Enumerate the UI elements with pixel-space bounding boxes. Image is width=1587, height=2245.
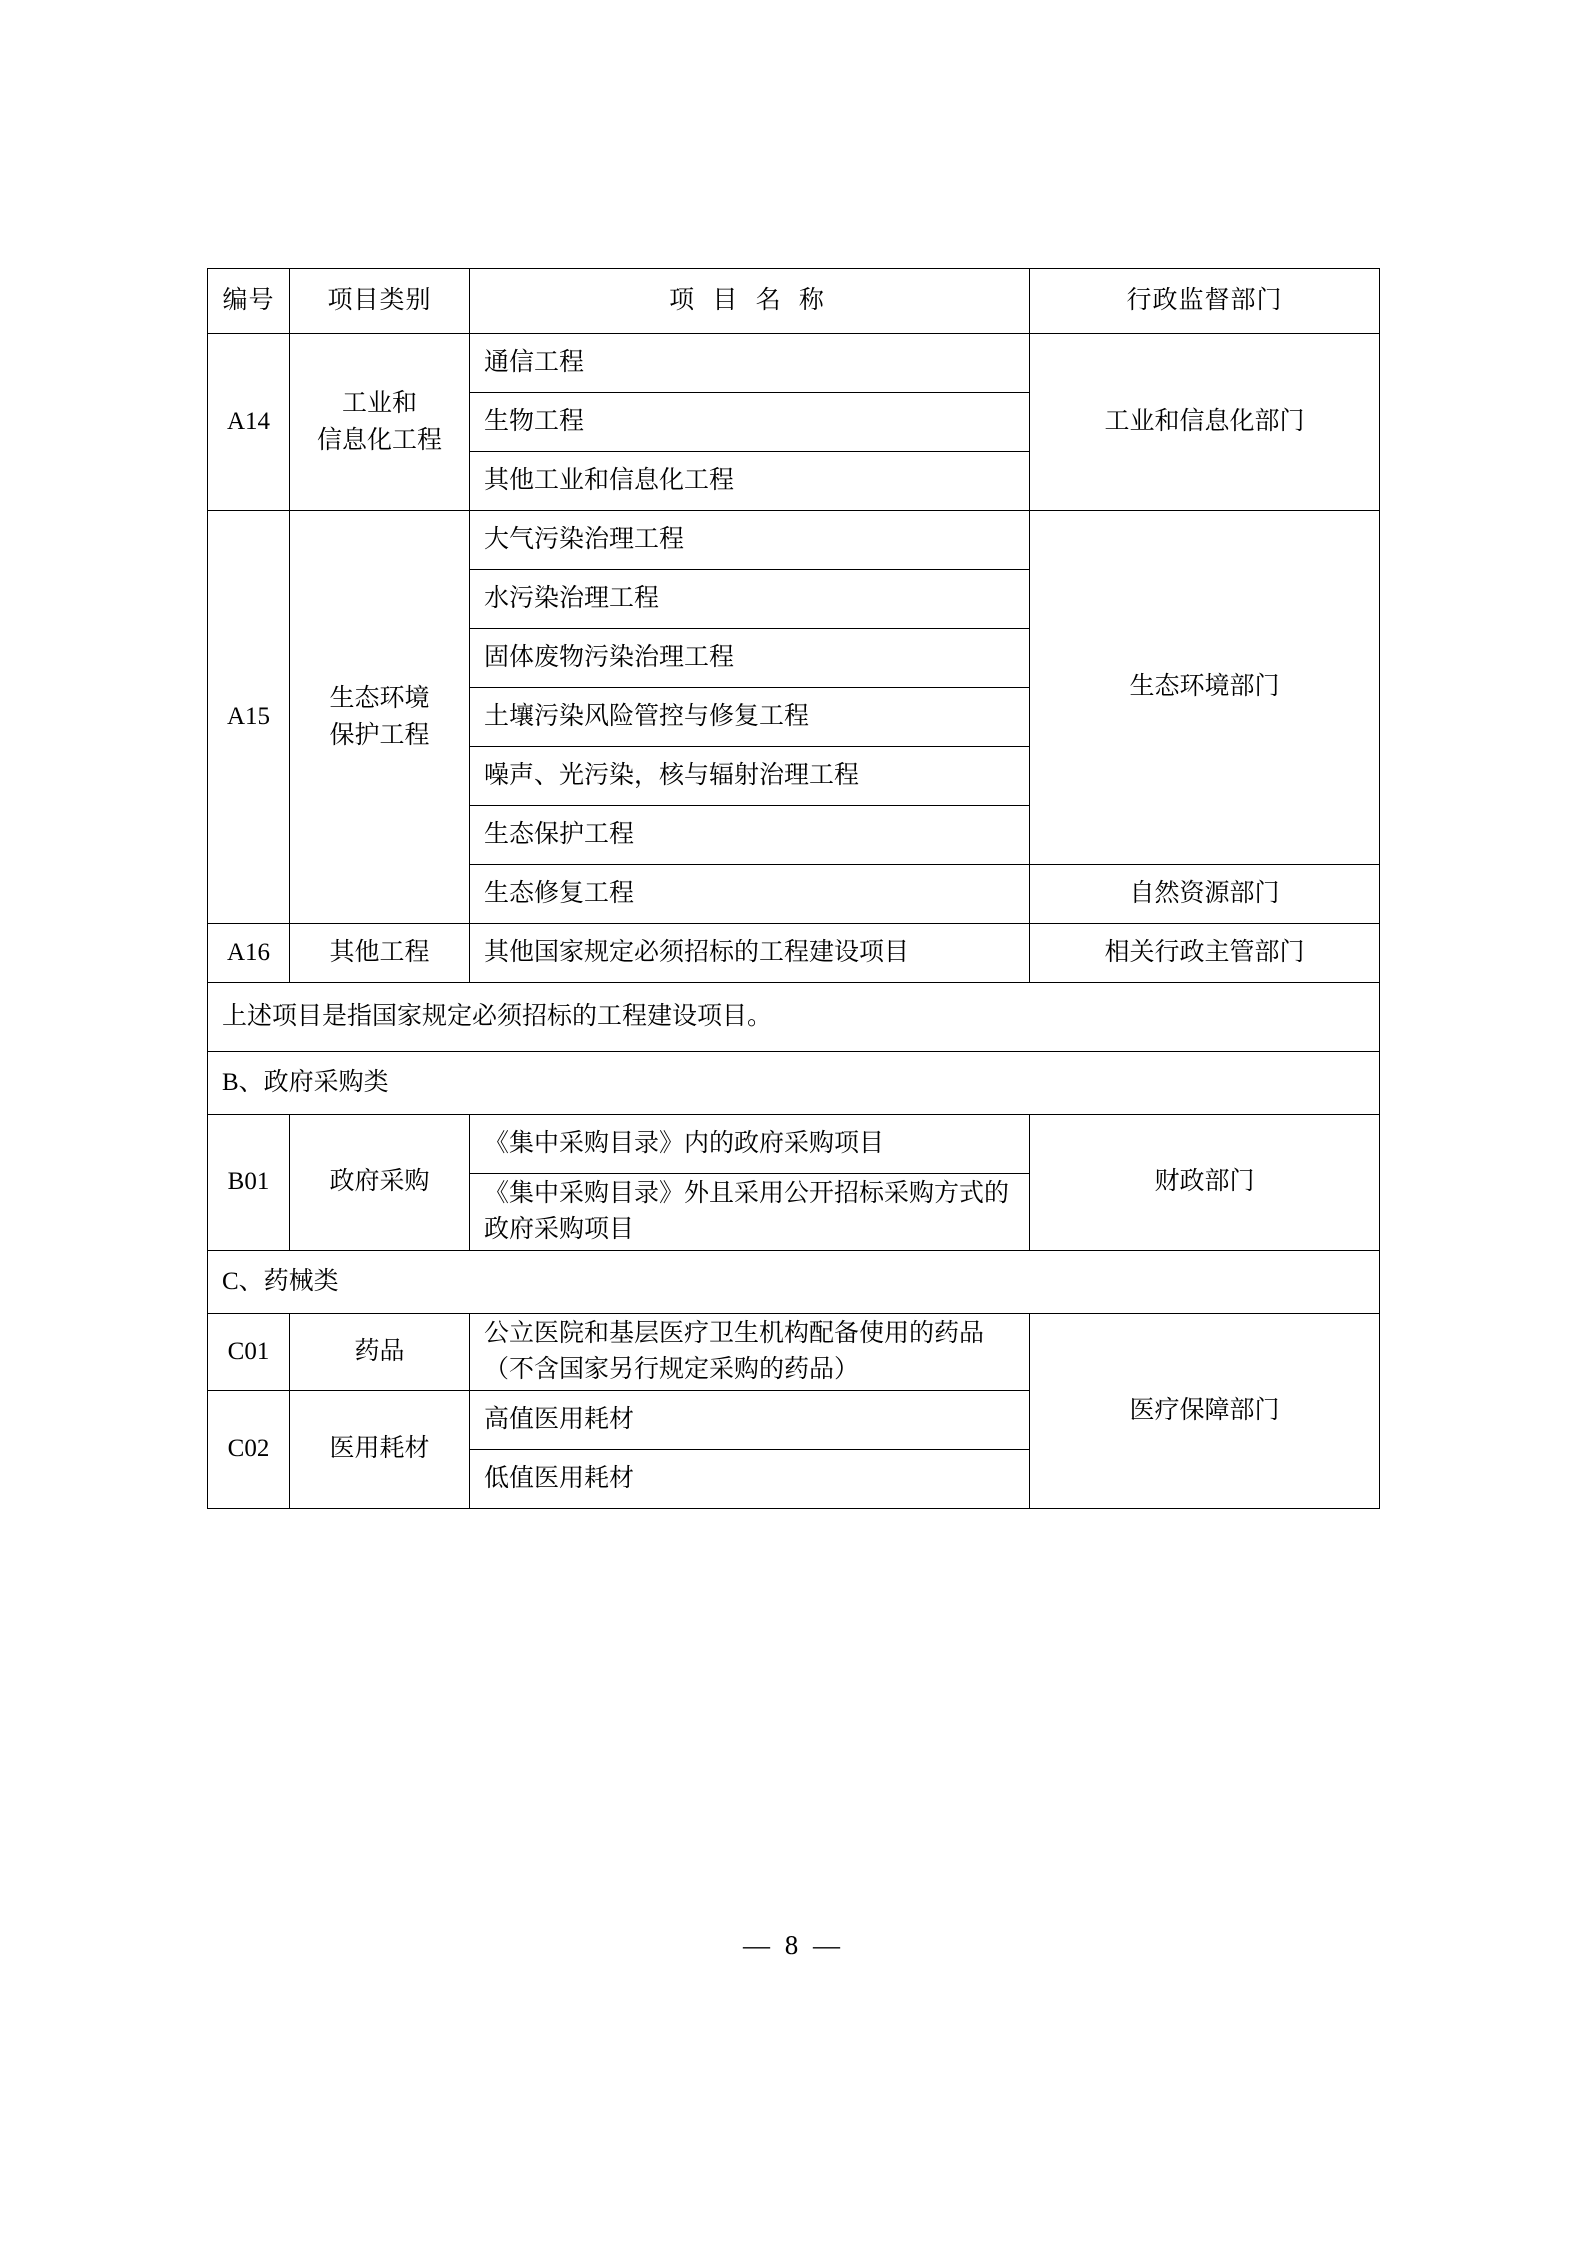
cell-code-a15: A15 — [208, 511, 290, 924]
cell-code-b01: B01 — [208, 1115, 290, 1251]
table-row — [208, 1314, 1380, 1391]
cell-project-name: 生物工程 — [470, 393, 1030, 452]
cell-category-c01: 药品 — [290, 1314, 470, 1391]
cell-code-a16: A16 — [208, 924, 290, 983]
cell-category-a16: 其他工程 — [290, 924, 470, 983]
cell-category-a14 — [290, 334, 470, 511]
cell-dept-a16: 相关行政主管部门 — [1030, 924, 1380, 983]
cell-code-a14: A14 — [208, 334, 290, 511]
cell-dept-c: 医疗保障部门 — [1030, 1314, 1380, 1509]
cell-dept-a14: 工业和信息化部门 — [1030, 334, 1380, 511]
cell-category-a15 — [290, 511, 470, 924]
category-line-1: 生态环境 — [329, 684, 430, 712]
page-number: — 8 — — [743, 1930, 844, 1960]
category-line-2: 信息化工程 — [316, 427, 442, 454]
header-cell-name: 项 目 名 称 — [470, 269, 1030, 334]
cell-project-name: 《集中采购目录》内的政府采购项目 — [470, 1115, 1030, 1174]
cell-project-name: 《集中采购目录》外且采用公开招标采购方式的政府采购项目 — [470, 1174, 1030, 1251]
cell-project-name: 土壤污染风险管控与修复工程 — [470, 688, 1030, 747]
table-row — [208, 511, 1380, 570]
table-row-note — [208, 983, 1380, 1052]
cell-project-name: 水污染治理工程 — [470, 570, 1030, 629]
cell-project-name: 大气污染治理工程 — [470, 511, 1030, 570]
cell-project-name: 生态修复工程 — [470, 865, 1030, 924]
category-line-2: 保护工程 — [329, 722, 430, 749]
cell-dept-a15-primary: 生态环境部门 — [1030, 511, 1380, 865]
table-row-section-b — [208, 1052, 1380, 1115]
cell-project-name: 噪声、光污染，核与辐射治理工程 — [470, 747, 1030, 806]
header-cell-num: 编号 — [208, 269, 290, 334]
cell-code-c02: C02 — [208, 1391, 290, 1509]
project-catalog-table — [207, 268, 1380, 1509]
cell-code-c01: C01 — [208, 1314, 290, 1391]
cell-category-c02: 医用耗材 — [290, 1391, 470, 1509]
cell-project-name: 公立医院和基层医疗卫生机构配备使用的药品（不含国家另行规定采购的药品） — [470, 1314, 1030, 1391]
table-header-row — [208, 269, 1380, 334]
cell-project-name: 低值医用耗材 — [470, 1450, 1030, 1509]
cell-dept-b01: 财政部门 — [1030, 1115, 1380, 1251]
category-line-1: 工业和 — [341, 389, 417, 417]
table-row — [208, 1115, 1380, 1174]
cell-note: 上述项目是指国家规定必须招标的工程建设项目。 — [208, 983, 1380, 1052]
cell-project-name: 通信工程 — [470, 334, 1030, 393]
cell-project-name: 生态保护工程 — [470, 806, 1030, 865]
table-row — [208, 334, 1380, 393]
cell-project-name: 其他国家规定必须招标的工程建设项目 — [470, 924, 1030, 983]
table-row — [208, 924, 1380, 983]
cell-section-c: C、药械类 — [208, 1251, 1380, 1314]
header-cell-category: 项目类别 — [290, 269, 470, 334]
cell-dept-a15-secondary: 自然资源部门 — [1030, 865, 1380, 924]
cell-project-name: 固体废物污染治理工程 — [470, 629, 1030, 688]
cell-section-b: B、政府采购类 — [208, 1052, 1380, 1115]
table-row-section-c — [208, 1251, 1380, 1314]
cell-project-name: 其他工业和信息化工程 — [470, 452, 1030, 511]
cell-category-b01: 政府采购 — [290, 1115, 470, 1251]
project-catalog-table-wrapper — [207, 268, 1379, 1509]
cell-project-name: 高值医用耗材 — [470, 1391, 1030, 1450]
header-cell-dept: 行政监督部门 — [1030, 269, 1380, 334]
